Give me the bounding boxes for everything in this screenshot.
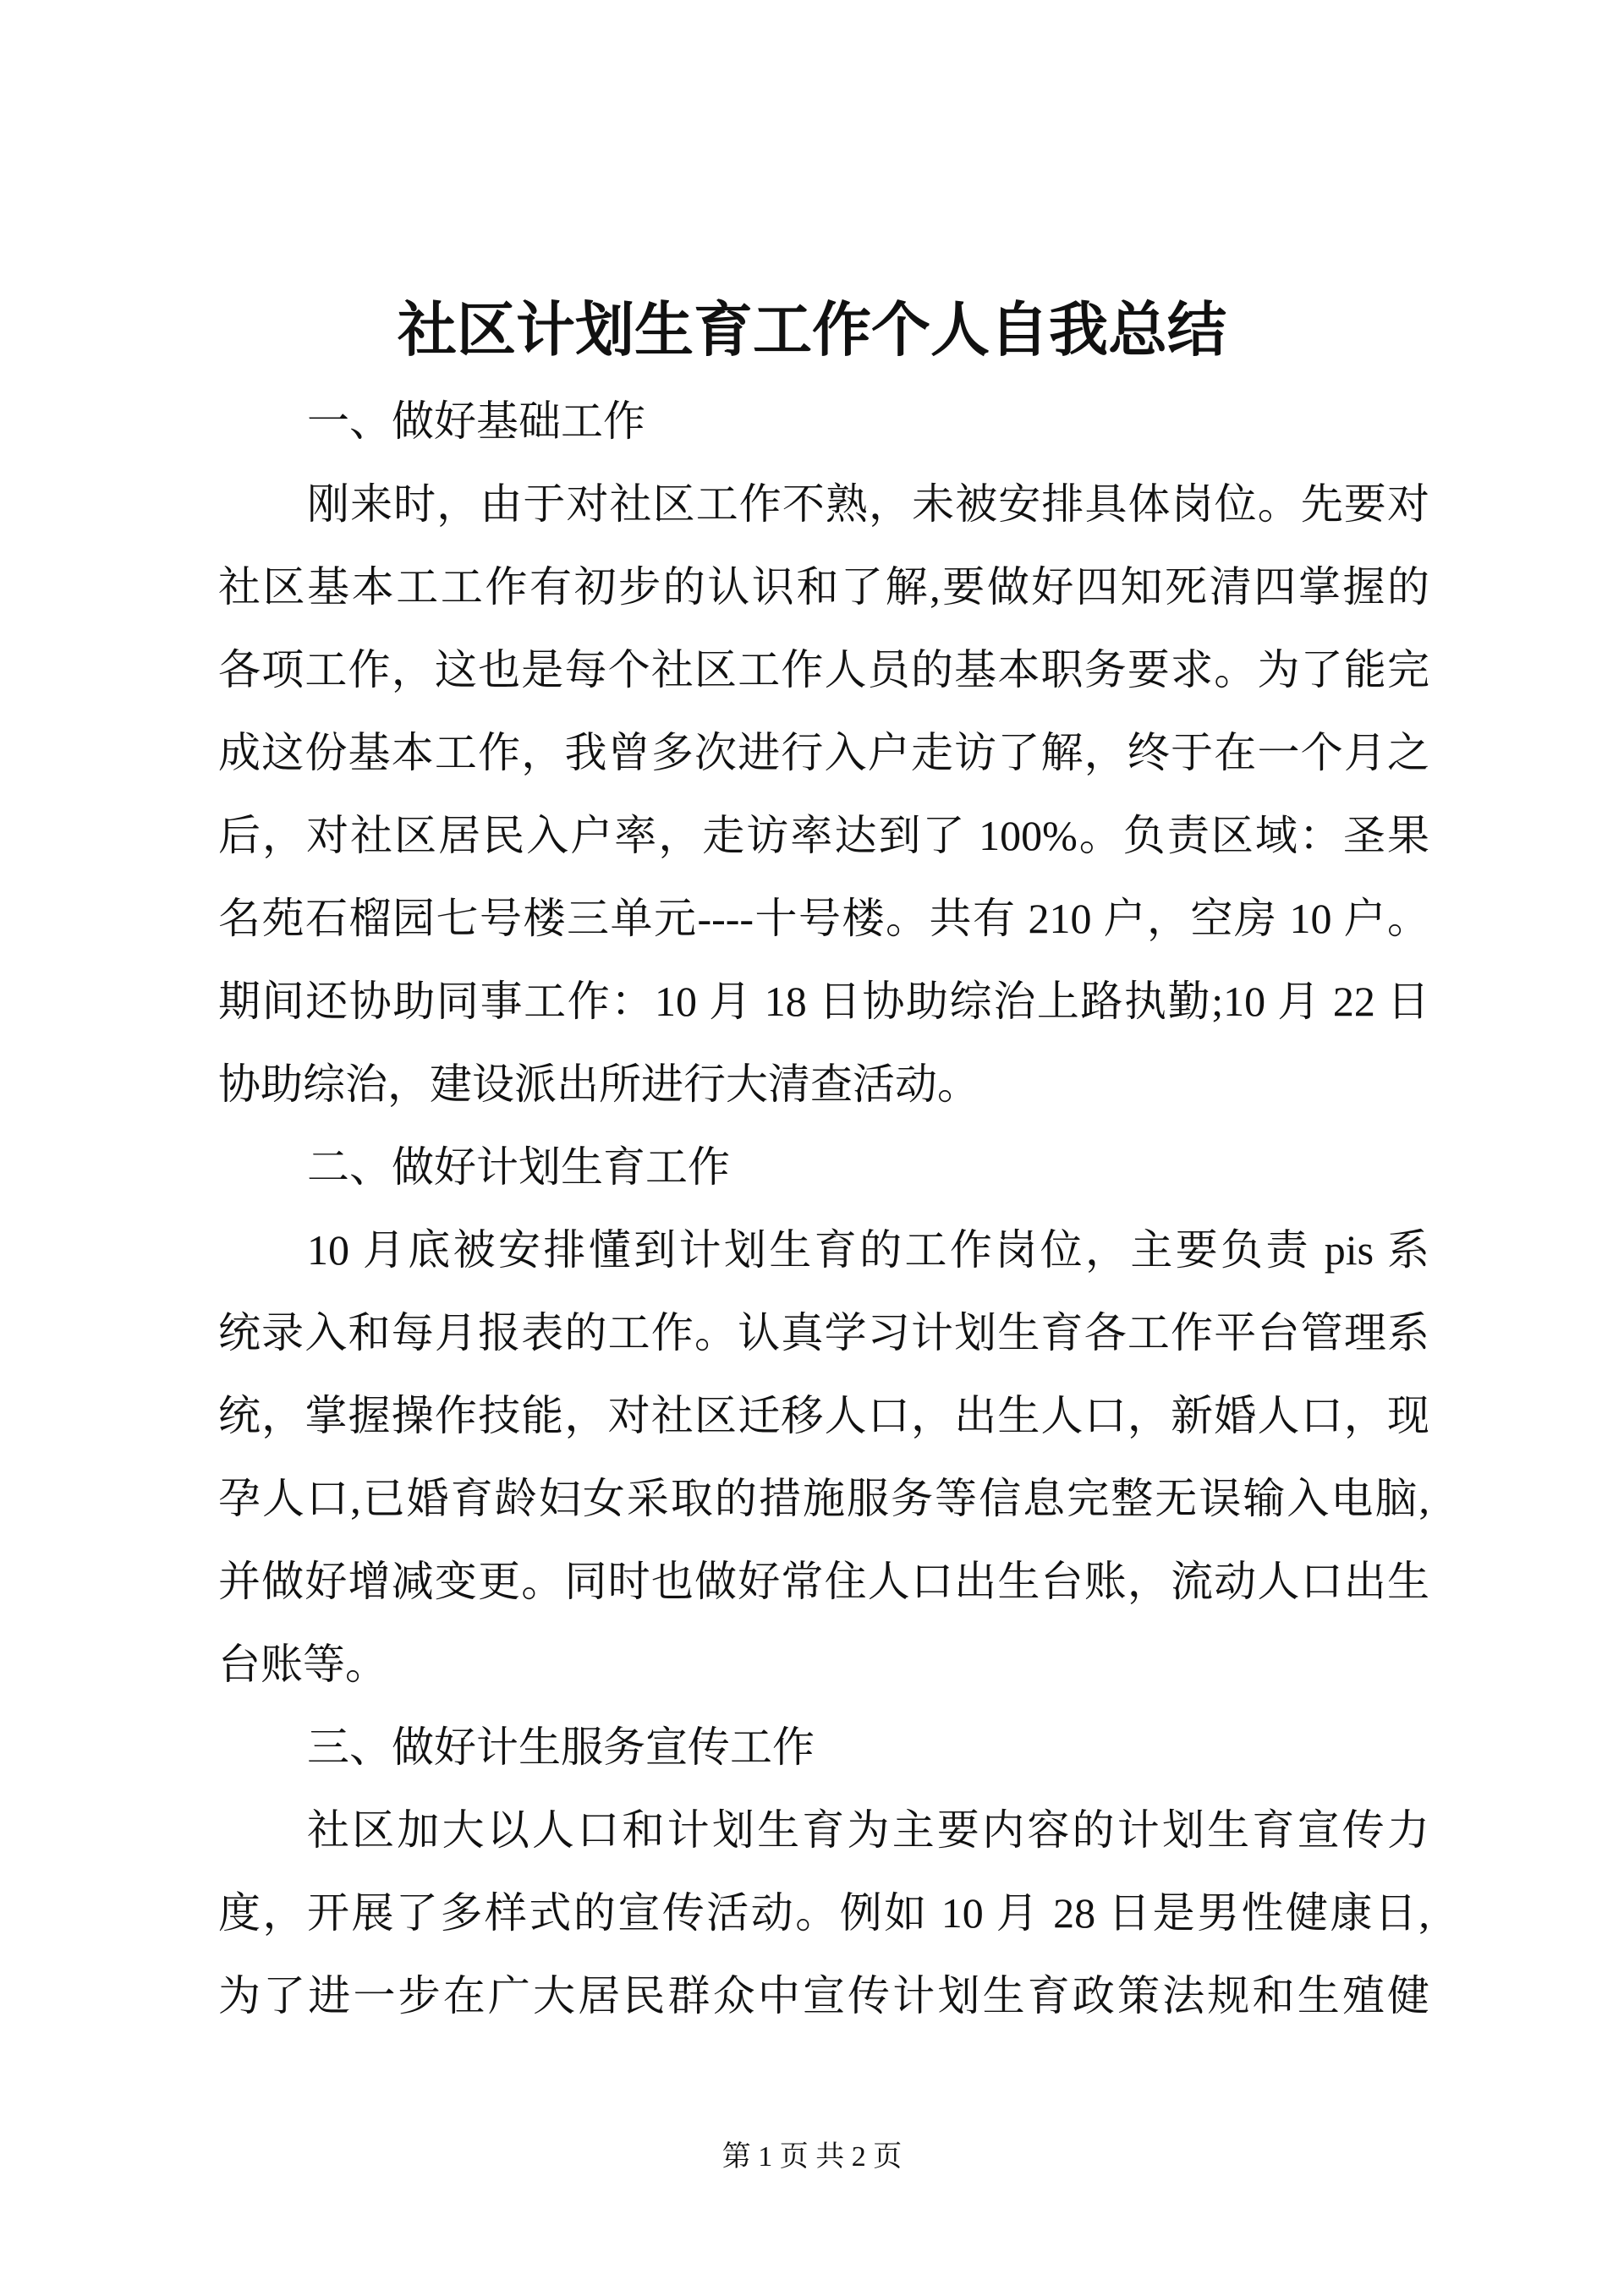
paragraph-line: 度，开展了多样式的宣传活动。例如 10 月 28 日是男性健康日, <box>218 1889 1429 1937</box>
section-heading: 三、做好计生服务宣传工作 <box>307 1723 815 1771</box>
paragraph-line: 成这份基本工作，我曾多次进行入户走访了解，终于在一个月之 <box>218 729 1429 776</box>
paragraph-line: 统，掌握操作技能，对社区迁移人口，出生人口，新婚人口，现 <box>218 1392 1429 1439</box>
paragraph-line: 10 月底被安排懂到计划生育的工作岗位，主要负责 pis 系 <box>307 1226 1429 1274</box>
paragraph-line: 为了进一步在广大居民群众中宣传计划生育政策法规和生殖健 <box>218 1972 1429 2019</box>
paragraph-line: 并做好增减变更。同时也做好常住人口出生台账，流动人口出生 <box>218 1558 1429 1605</box>
page-footer: 第 1 页 共 2 页 <box>721 2141 903 2173</box>
document-title: 社区计划生育工作个人自我总结 <box>398 299 1226 364</box>
paragraph-line: 期间还协助同事工作：10 月 18 日协助综治上路执勤;10 月 22 日 <box>218 978 1429 1025</box>
paragraph-line: 协助综治，建设派出所进行大清查活动。 <box>218 1060 979 1108</box>
paragraph-line: 名苑石榴园七号楼三单元----十号楼。共有 210 户，空房 10 户。 <box>218 895 1429 942</box>
section-heading: 二、做好计划生育工作 <box>307 1143 730 1191</box>
document-body <box>218 380 1429 2037</box>
paragraph-line: 统录入和每月报表的工作。认真学习计划生育各工作平台管理系 <box>218 1309 1429 1356</box>
paragraph-line: 孕人口,已婚育龄妇女采取的措施服务等信息完整无误输入电脑, <box>218 1475 1429 1522</box>
paragraph-line: 社区加大以人口和计划生育为主要内容的计划生育宣传力 <box>307 1806 1429 1854</box>
paragraph-line: 台账等。 <box>218 1641 387 1688</box>
paragraph-line: 刚来时，由于对社区工作不熟，未被安排具体岗位。先要对 <box>307 480 1429 528</box>
section-heading: 一、做好基础工作 <box>307 397 645 445</box>
paragraph-line: 后，对社区居民入户率，走访率达到了 100%。负责区域：圣果 <box>218 812 1429 859</box>
paragraph-line: 各项工作，这也是每个社区工作人员的基本职务要求。为了能完 <box>218 646 1429 693</box>
paragraph-line: 社区基本工工作有初步的认识和了解,要做好四知死清四掌握的 <box>218 563 1429 611</box>
